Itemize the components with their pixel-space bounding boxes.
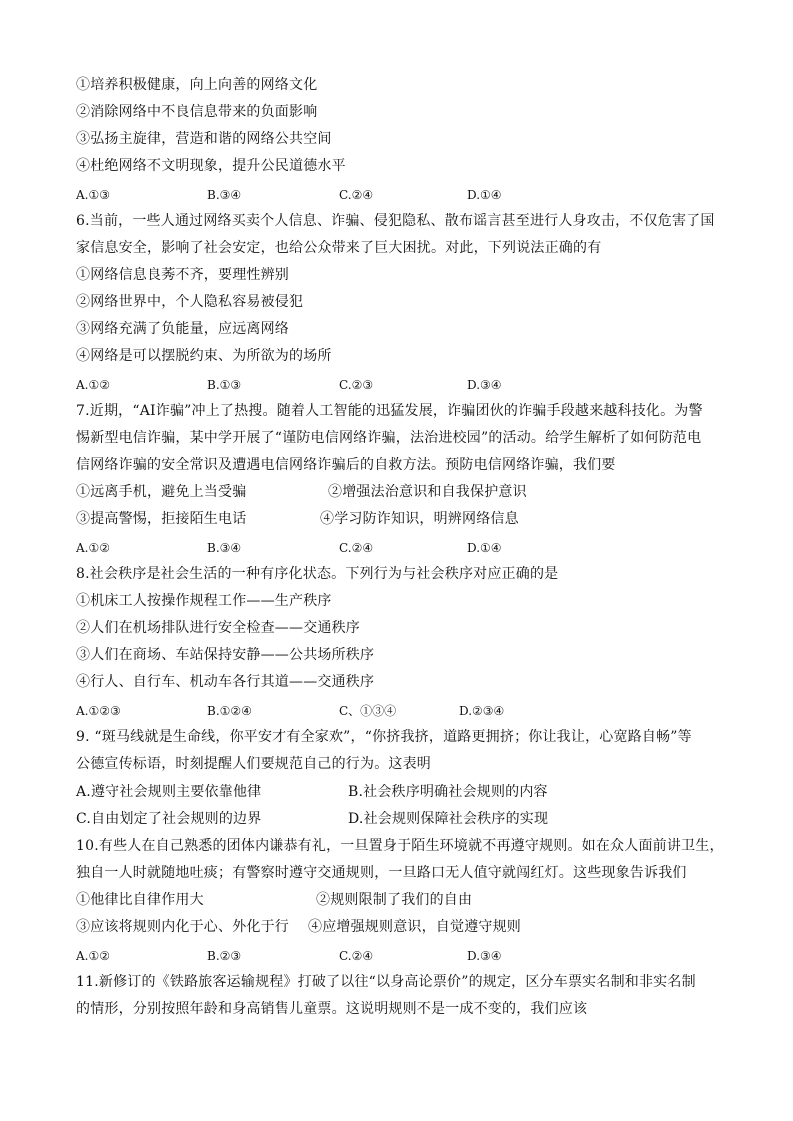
answer-option: B.社会秩序明确社会规则的内容 <box>348 784 548 800</box>
answer-option: A.①③ <box>76 188 110 202</box>
answer-option: A.①②③ <box>76 704 121 718</box>
choice-item: ④学习防诈知识，明辨网络信息 <box>320 511 519 527</box>
answer-option: D.②③④ <box>459 704 505 718</box>
answer-option: C、①③④ <box>339 704 397 718</box>
answer-option: D.③④ <box>467 949 502 963</box>
choice-pair-row <box>76 918 521 936</box>
answer-option-pair <box>76 810 549 828</box>
question-10-stem: 10.有些人在自己熟悉的团体内谦恭有礼，一旦置身于陌生环境就不再遵守规则。如在众人面前讲卫生， <box>76 838 724 854</box>
text-line: ①培养积极健康，向上向善的网络文化 <box>76 77 318 93</box>
text-line: ④行人、自行车、机动车各行其道——交通秩序 <box>76 674 375 690</box>
answer-option: B.①②④ <box>207 704 252 718</box>
choice-pair-row <box>76 510 519 528</box>
answer-option: A.①② <box>76 541 110 555</box>
question-8-stem: 8.社会秩序是社会生活的一种有序化状态。下列行为与社会秩序对应正确的是 <box>76 566 559 582</box>
answer-option: A.①② <box>76 949 110 963</box>
answer-option: B.③④ <box>207 188 242 202</box>
text-line: ②人们在机场排队进行安全检查——交通秩序 <box>76 620 360 636</box>
question-10-stem-cont: 独自一人时就随地吐痰；有警察时遵守交通规则，一旦路口无人值守就闯红灯。这些现象告诉我们 <box>76 865 687 881</box>
text-line: ②消除网络中不良信息带来的负面影响 <box>76 104 318 120</box>
question-9-stem-cont: 公德宣传标语，时刻提醒人们要规范自己的行为。这表明 <box>76 756 431 772</box>
answer-option: A.遵守社会规则主要依靠他律 <box>76 784 262 800</box>
question-7-stem: 7.近期，“AI诈骗”冲上了热搜。随着人工智能的迅猛发展，诈骗团伙的诈骗手段越来越科技化。为警 <box>76 403 703 419</box>
question-7-stem-cont: 惕新型电信诈骗，某中学开展了“谨防电信网络诈骗，法治进校园”的活动。给学生解析了如何防范电 <box>76 430 702 446</box>
question-11-stem-cont: 的情形，分别按照年龄和身高销售儿童票。这说明规则不是一成不变的，我们应该 <box>76 1001 588 1017</box>
answer-option: D.③④ <box>467 378 502 392</box>
answer-option: D.社会规则保障社会秩序的实现 <box>348 811 549 827</box>
text-line: ④网络是可以摆脱约束、为所欲为的场所 <box>76 348 332 364</box>
text-line: ④杜绝网络不文明现象，提升公民道德水平 <box>76 158 346 174</box>
answer-option-pair <box>76 783 548 801</box>
answer-option: C.②④ <box>339 188 374 202</box>
choice-pair-row <box>76 483 527 501</box>
choice-item: ①他律比自律作用大 <box>76 892 204 908</box>
answer-option: D.①④ <box>467 541 502 555</box>
answer-option: B.①③ <box>207 378 242 392</box>
text-line: ③网络充满了负能量，应远离网络 <box>76 321 289 337</box>
answer-option: C.自由划定了社会规则的边界 <box>76 811 262 827</box>
choice-item: ①远离手机，避免上当受骗 <box>76 484 247 500</box>
choice-item: ③应该将规则内化于心、外化于行 <box>76 919 289 935</box>
question-7-stem-cont: 信网络诈骗的安全常识及遭遇电信网络诈骗后的自救方法。预防电信网络诈骗，我们要 <box>76 457 616 473</box>
choice-item: ④应增强规则意识，自觉遵守规则 <box>308 919 521 935</box>
text-line: ②网络世界中，个人隐私容易被侵犯 <box>76 294 304 310</box>
choice-pair-row <box>76 891 473 909</box>
answer-option: B.②③ <box>207 949 242 963</box>
answer-option: B.③④ <box>207 541 242 555</box>
choice-item: ③提高警惕，拒接陌生电话 <box>76 511 247 527</box>
answer-option: D.①④ <box>467 188 502 202</box>
question-6-stem: 6.当前，一些人通过网络买卖个人信息、诈骗、侵犯隐私、散布谣言甚至进行人身攻击，不仅危害了国 <box>76 213 715 229</box>
choice-item: ②规则限制了我们的自由 <box>316 892 473 908</box>
text-line: ③弘扬主旋律，营造和谐的网络公共空间 <box>76 131 332 147</box>
answer-option: C.②③ <box>339 378 374 392</box>
question-9-stem: 9. “斑马线就是生命线，你平安才有全家欢”，“你挤我挤，道路更拥挤；你让我让，心宽路自畅”等 <box>76 729 692 745</box>
answer-option: A.①② <box>76 378 110 392</box>
choice-item: ②增强法治意识和自我保护意识 <box>328 484 527 500</box>
answer-option: C.②④ <box>339 949 374 963</box>
text-line: ①网络信息良莠不齐，要理性辨别 <box>76 267 289 283</box>
answer-option: C.②④ <box>339 541 374 555</box>
question-6-stem-cont: 家信息安全，影响了社会安定，也给公众带来了巨大困扰。对此，下列说法正确的有 <box>76 240 602 256</box>
question-11-stem: 11.新修订的《铁路旅客运输规程》打破了以往“以身高论票价”的规定，区分车票实名制和非实名制 <box>76 974 696 990</box>
text-line: ③人们在商场、车站保持安静——公共场所秩序 <box>76 647 375 663</box>
text-line: ①机床工人按操作规程工作——生产秩序 <box>76 593 332 609</box>
